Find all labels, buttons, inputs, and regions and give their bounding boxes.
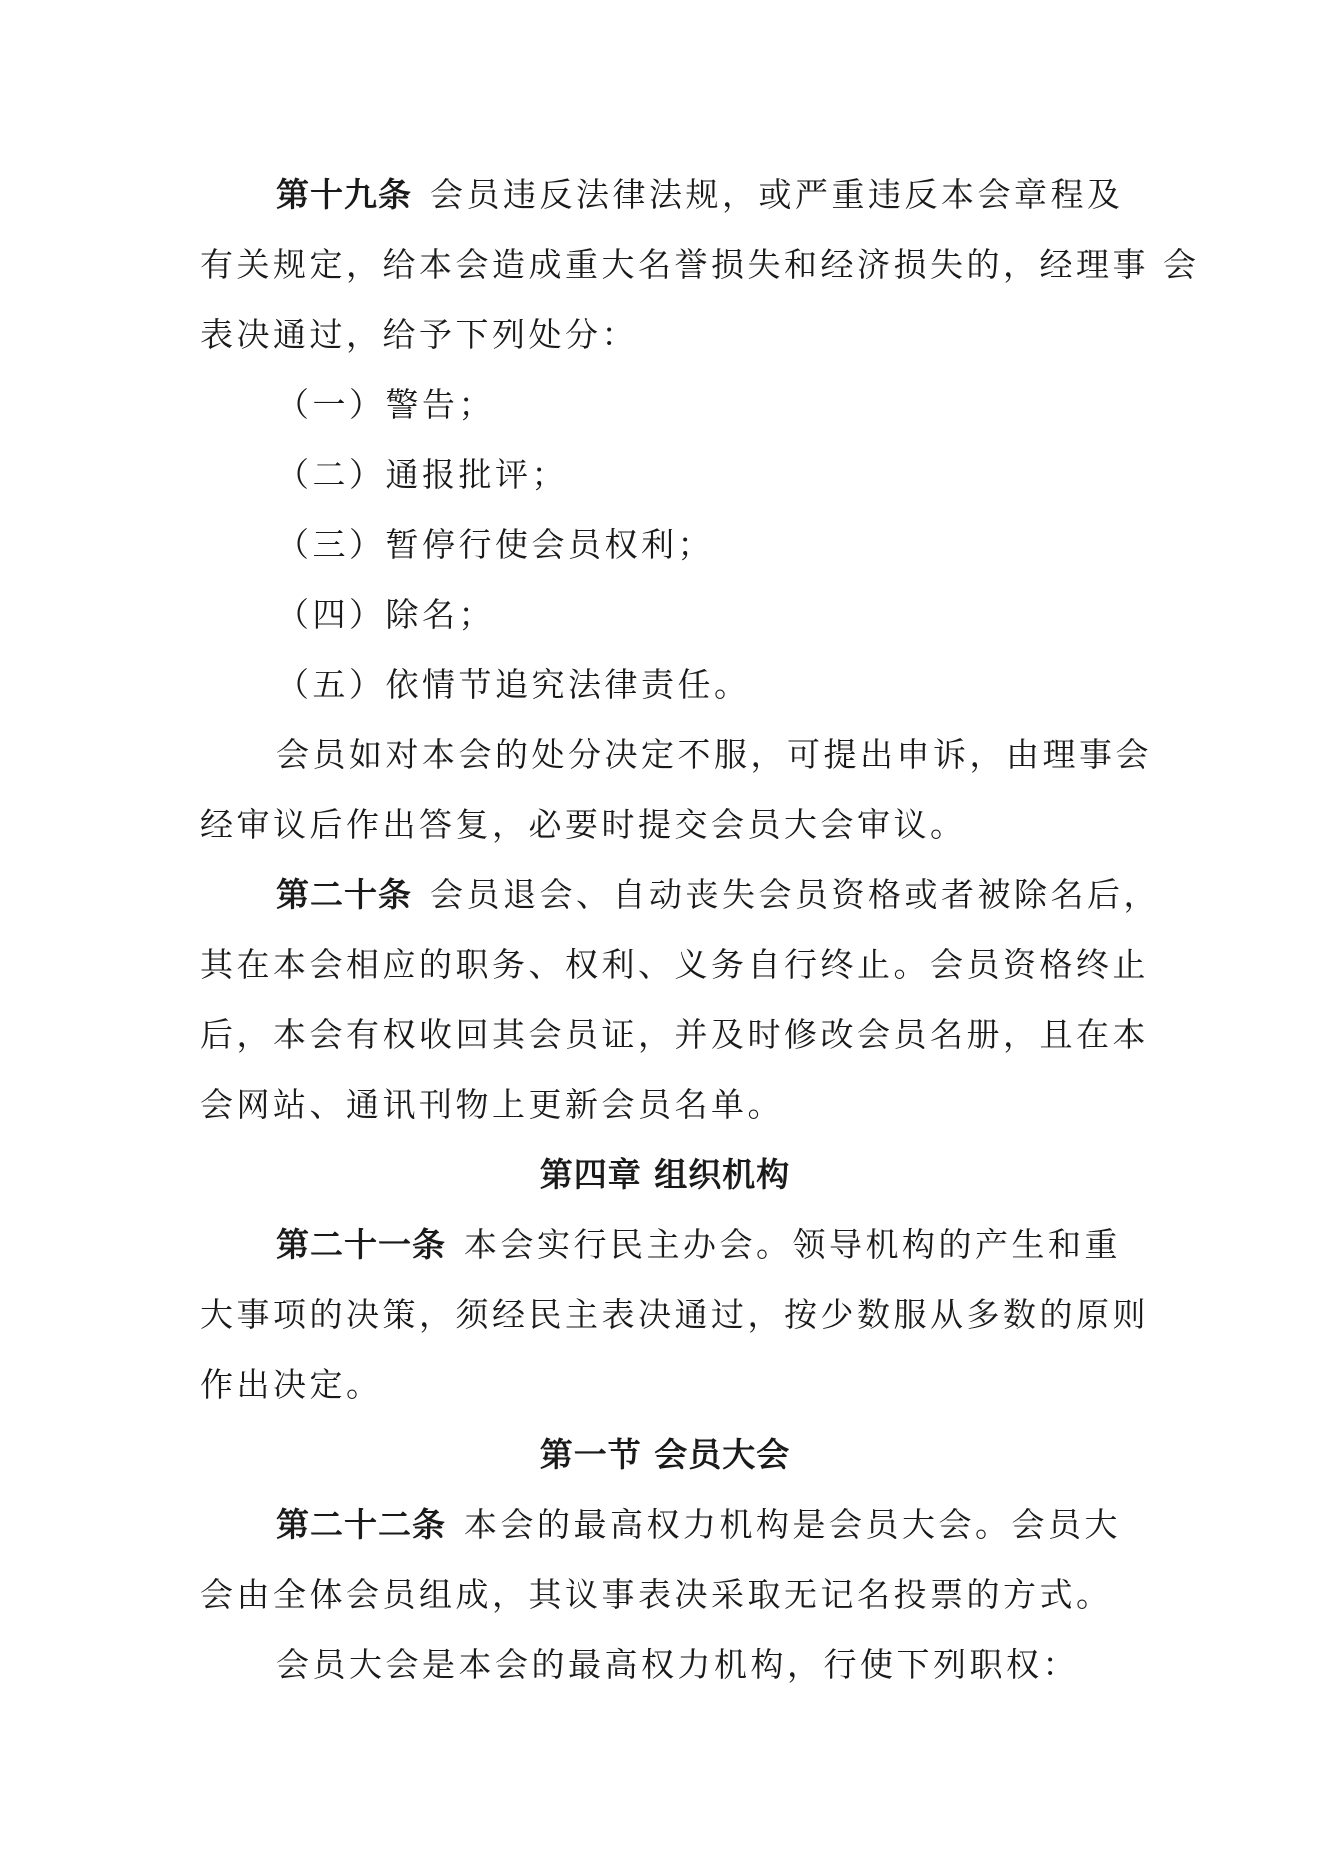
article-19-title: 第十九条 bbox=[276, 175, 412, 214]
article-20-title: 第二十条 bbox=[276, 875, 412, 914]
penalty-item-4: （四）除名； bbox=[276, 595, 495, 634]
article-21-text-line-2: 大事项的决策，须经民主表决通过，按少数服从多数的原则 bbox=[200, 1295, 1149, 1334]
article-20-text-line-2: 其在本会相应的职务、权利、义务自行终止。会员资格终止 bbox=[200, 945, 1149, 984]
article-22-text-line-2: 会由全体会员组成，其议事表决采取无记名投票的方式。 bbox=[200, 1575, 1113, 1614]
appeal-text-line-2: 经审议后作出答复，必要时提交会员大会审议。 bbox=[200, 805, 967, 844]
article-19-text-line-1: 会员违反法律法规，或严重违反本会章程及 bbox=[430, 175, 1124, 214]
appeal-text-line-1: 会员如对本会的处分决定不服，可提出申诉，由理事会 bbox=[276, 735, 1152, 774]
article-20-text-line-1: 会员退会、自动丧失会员资格或者被除名后， bbox=[430, 875, 1160, 914]
article-22-first-line bbox=[200, 1490, 1130, 1560]
section-1-heading: 第一节 会员大会 bbox=[539, 1435, 791, 1474]
article-21-title: 第二十一条 bbox=[276, 1225, 446, 1264]
article-21-first-line bbox=[200, 1210, 1130, 1280]
chapter-4-heading: 第四章 组织机构 bbox=[539, 1155, 791, 1194]
document-page bbox=[200, 160, 1200, 1700]
article-21-text-line-1: 本会实行民主办会。领导机构的产生和重 bbox=[464, 1225, 1121, 1264]
article-21-text-line-3: 作出决定。 bbox=[200, 1365, 383, 1404]
powers-intro-line: 会员大会是本会的最高权力机构，行使下列职权： bbox=[276, 1645, 1079, 1684]
article-20-text-line-4: 会网站、通讯刊物上更新会员名单。 bbox=[200, 1085, 784, 1124]
article-20-first-line bbox=[200, 860, 1160, 930]
article-19-first-line bbox=[200, 160, 1130, 230]
penalty-item-1: （一）警告； bbox=[276, 385, 495, 424]
article-22-text-line-1: 本会的最高权力机构是会员大会。会员大 bbox=[464, 1505, 1121, 1544]
article-19-text-line-3: 表决通过，给予下列处分： bbox=[200, 315, 638, 354]
penalty-item-3: （三）暂停行使会员权利； bbox=[276, 525, 714, 564]
penalty-item-5: （五）依情节追究法律责任。 bbox=[276, 665, 751, 704]
article-19-text-line-2: 有关规定，给本会造成重大名誉损失和经济损失的，经理事 会 bbox=[200, 245, 1200, 284]
article-20-text-line-3: 后，本会有权收回其会员证，并及时修改会员名册，且在本 bbox=[200, 1015, 1149, 1054]
article-22-title: 第二十二条 bbox=[276, 1505, 446, 1544]
penalty-item-2: （二）通报批评； bbox=[276, 455, 568, 494]
